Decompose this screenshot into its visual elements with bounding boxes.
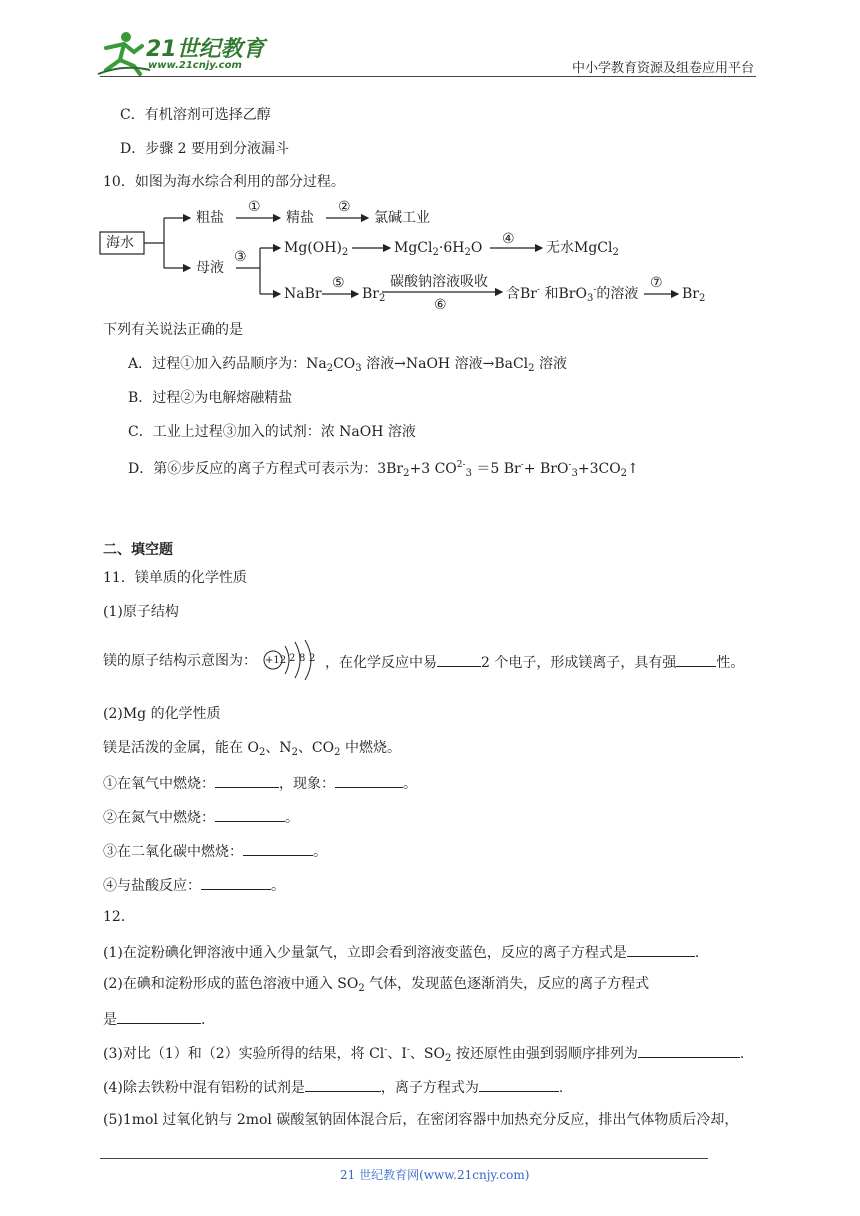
blank-9[interactable] xyxy=(117,1009,201,1024)
blank-1[interactable] xyxy=(437,652,481,667)
q11-active: 镁是活泼的金属，能在 $O_2$、$N_2$、$CO_2$ 中燃烧。 xyxy=(103,740,401,758)
node-crude-salt: 粗盐 xyxy=(196,210,224,226)
q11-item2: ②在氮气中燃烧： 。 xyxy=(103,807,299,827)
q9-option-d: D．步骤 2 要用到分液漏斗 xyxy=(120,141,290,157)
blank-12[interactable] xyxy=(479,1077,559,1092)
node-refined-salt: 精盐 xyxy=(286,210,314,226)
header xyxy=(0,0,860,80)
q11-item4: ④与盐酸反应： 。 xyxy=(103,875,285,895)
blank-3[interactable] xyxy=(215,773,279,788)
q11-structure-label: 镁的原子结构示意图为： xyxy=(103,653,257,669)
blank-4[interactable] xyxy=(335,773,403,788)
q10-stem: 10．如图为海水综合利用的部分过程。 xyxy=(103,174,345,190)
label-step1: ① xyxy=(248,199,261,215)
blank-11[interactable] xyxy=(305,1077,381,1092)
footer-rule xyxy=(100,1158,708,1159)
q12-stem: 12． xyxy=(103,909,135,925)
node-br2: $Br_2$ xyxy=(362,286,386,304)
label-step4: ④ xyxy=(502,231,515,247)
atom-shell1-label: 2 xyxy=(289,653,296,664)
atom-shell2-label: 8 xyxy=(299,653,306,664)
q10-option-b: B．过程②为电解熔融精盐 xyxy=(128,390,293,406)
blank-7[interactable] xyxy=(201,875,271,890)
label-step6: ⑥ xyxy=(434,297,447,313)
blank-2[interactable] xyxy=(676,652,716,667)
header-right-text: 中小学教育资源及组卷应用平台 xyxy=(572,61,755,76)
q11-item3: ③在二氧化碳中燃烧： 。 xyxy=(103,841,327,861)
blank-10[interactable] xyxy=(638,1043,740,1058)
q10-flow-diagram xyxy=(98,196,718,316)
q11-part1: (1)原子结构 xyxy=(103,604,179,620)
node-mgcl2-hydrate: $MgCl_2\cdot 6H_2O$ xyxy=(394,240,483,258)
blank-6[interactable] xyxy=(243,841,313,856)
atom-shell3-label: 2 xyxy=(309,653,316,664)
q11-structure-mid: ，在化学反应中易 2 个电子，形成镁离子，具有强 性。 xyxy=(325,652,744,672)
blank-8[interactable] xyxy=(627,942,695,957)
node-mother-liquor: 母液 xyxy=(196,260,224,276)
q10-option-c: C．工业上过程③加入的试剂：浓 NaOH 溶液 xyxy=(128,424,416,440)
q12-line2: (2)在碘和淀粉形成的蓝色溶液中通入 $SO_2$ 气体，发现蓝色逐渐消失，反应的离子方程式 xyxy=(103,976,650,994)
section-title: 二、填空题 xyxy=(103,542,173,558)
q11-stem: 11．镁单质的化学性质 xyxy=(103,570,247,586)
q9-option-c: C．有机溶剂可选择乙醇 xyxy=(120,107,271,123)
node-br2-final: $Br_2$ xyxy=(682,286,706,304)
header-rule xyxy=(100,76,756,77)
label-absorb: 碳酸钠溶液吸收 xyxy=(390,274,488,290)
node-br-bro3-solution: 含Br- 和BrO$_3$-的溶液 xyxy=(506,285,639,304)
q11-part2: (2)Mg 的化学性质 xyxy=(103,706,221,722)
blank-5[interactable] xyxy=(215,807,285,822)
atom-nucleus-label: +12 xyxy=(265,655,287,666)
q10-question: 下列有关说法正确的是 xyxy=(103,322,243,338)
footer-text: 21 世纪教育网(www.21cnjy.com) xyxy=(340,1168,530,1182)
node-mgoh2: $Mg(OH)_2$ xyxy=(284,240,349,258)
q12-line2b: 是 . xyxy=(103,1009,205,1029)
q10-option-d: D．第⑥步反应的离子方程式可表示为：$3Br_2+3$ $CO^{2-}_3 =5$ $Br^-+ BrO^-_3+3CO_2↑$ xyxy=(128,460,639,479)
label-step3: ③ xyxy=(234,249,247,265)
logo xyxy=(96,30,266,76)
q12-line5: (5)1mol 过氧化钠与 2mol 碳酸氢钠固体混合后，在密闭容器中加热充分反应，排出气体物质后冷却， xyxy=(103,1112,739,1128)
label-step7: ⑦ xyxy=(650,275,663,291)
logo-main-text: 21世纪教育 xyxy=(146,37,265,62)
logo-sub-text: www.21cnjy.com xyxy=(148,60,242,71)
q12-line4: (4)除去铁粉中混有铝粉的试剂是 ，离子方程式为 . xyxy=(103,1077,563,1097)
label-step5: ⑤ xyxy=(332,275,345,291)
label-step2: ② xyxy=(338,199,351,215)
node-anhydrous-mgcl2: 无水MgCl$_2$ xyxy=(546,240,619,258)
q11-structure-line xyxy=(103,636,783,680)
node-chlor-alkali: 氯碱工业 xyxy=(374,210,430,226)
node-nabr: NaBr xyxy=(284,286,322,302)
q12-line1: (1)在淀粉碘化钾溶液中通入少量氯气，立即会看到溶液变蓝色，反应的离子方程式是 . xyxy=(103,942,699,962)
q12-line3: (3)对比（1）和（2）实验所得的结果，将 Cl-、I-、$SO_2$ 按还原性由强到弱顺序排列为 . xyxy=(103,1045,745,1064)
node-seawater: 海水 xyxy=(106,235,134,251)
runner-logo-icon xyxy=(96,30,152,76)
q11-item1: ①在氧气中燃烧： ，现象： 。 xyxy=(103,773,417,793)
q10-option-a: A．过程①加入药品顺序为：$Na_2CO_3$ 溶液→NaOH 溶液→BaCl$_2$ 溶液 xyxy=(128,356,567,374)
